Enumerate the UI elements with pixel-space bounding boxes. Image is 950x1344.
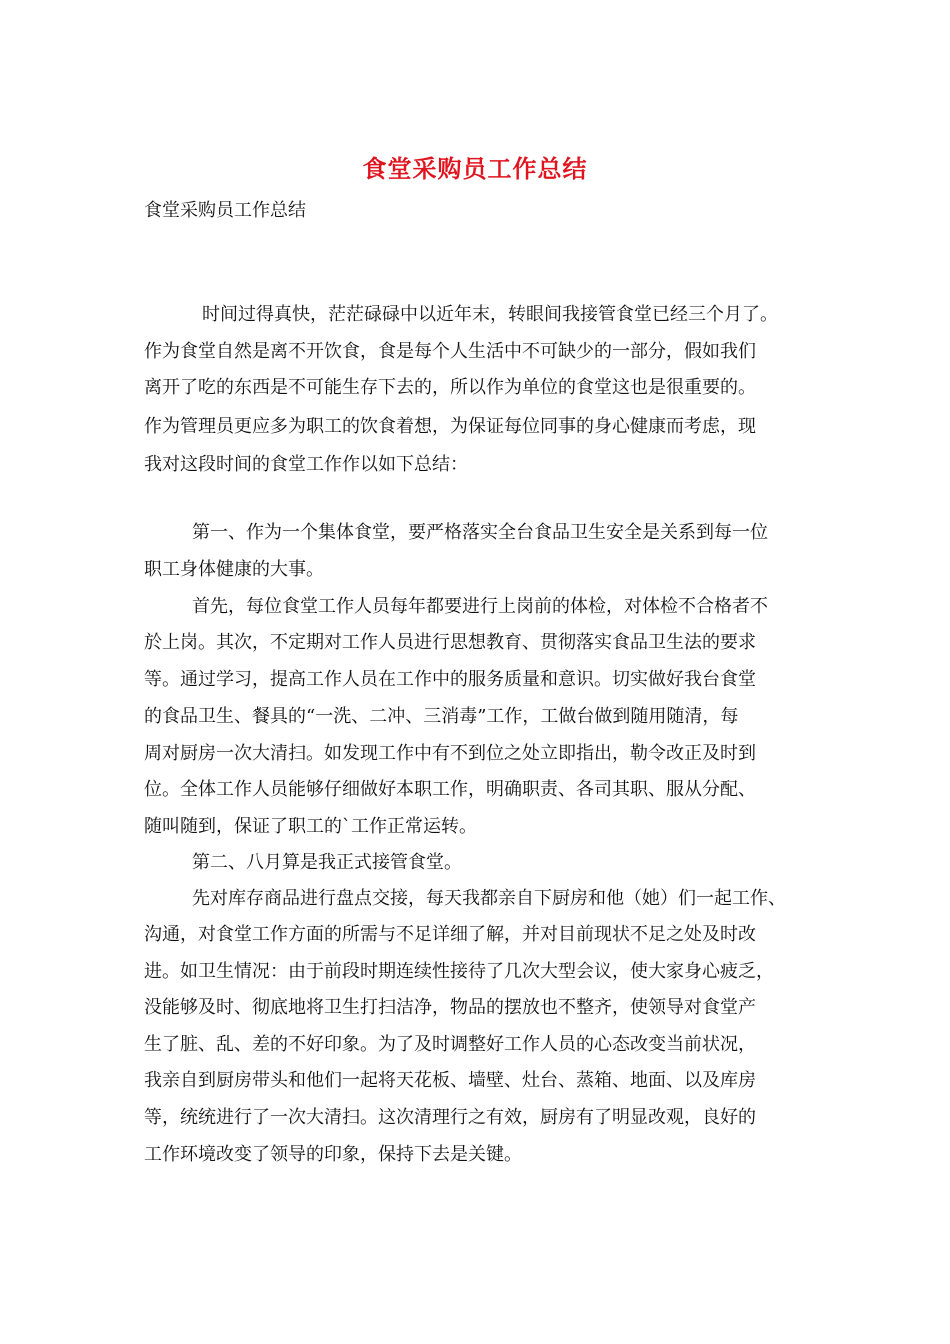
body-line: 第二、八月算是我正式接管食堂。 xyxy=(192,852,462,873)
body-line: 我对这段时间的食堂工作作以如下总结： xyxy=(144,454,468,475)
body-line: 职工身体健康的大事。 xyxy=(144,559,324,580)
body-line: 先对库存商品进行盘点交接，每天我都亲自下厨房和他（她）们一起工作、 xyxy=(192,888,786,909)
body-line: 首先，每位食堂工作人员每年都要进行上岗前的体检，对体检不合格者不 xyxy=(192,596,768,617)
body-line: 第一、作为一个集体食堂，要严格落实全台食品卫生安全是关系到每一位 xyxy=(192,522,768,543)
body-line: 随叫随到，保证了职工的`工作正常运转。 xyxy=(144,816,477,837)
document-subtitle: 食堂采购员工作总结 xyxy=(144,200,306,221)
body-line: 沟通，对食堂工作方面的所需与不足详细了解，并对目前现状不足之处及时改 xyxy=(144,924,756,945)
body-line: 离开了吃的东西是不可能生存下去的，所以作为单位的食堂这也是很重要的。 xyxy=(144,377,756,398)
body-line: 生了脏、乱、差的不好印象。为了及时调整好工作人员的心态改变当前状况， xyxy=(144,1034,756,1055)
body-line: 作为管理员更应多为职工的饮食着想，为保证每位同事的身心健康而考虑，现 xyxy=(144,416,756,437)
body-line: 工作环境改变了领导的印象，保持下去是关键。 xyxy=(144,1144,522,1165)
body-line: 周对厨房一次大清扫。如发现工作中有不到位之处立即指出，勒令改正及时到 xyxy=(144,743,756,764)
body-line: 等。通过学习，提高工作人员在工作中的服务质量和意识。切实做好我台食堂 xyxy=(144,669,756,690)
body-line: 我亲自到厨房带头和他们一起将天花板、墙壁、灶台、蒸箱、地面、以及库房 xyxy=(144,1070,756,1091)
body-line: 作为食堂自然是离不开饮食，食是每个人生活中不可缺少的一部分，假如我们 xyxy=(144,341,756,362)
body-line: 的食品卫生、餐具的“一洗、二冲、三消毒”工作，工做台做到随用随清，每 xyxy=(144,706,739,727)
document-title: 食堂采购员工作总结 xyxy=(362,155,588,183)
body-line: 进。如卫生情况：由于前段时期连续性接待了几次大型会议，使大家身心疲乏， xyxy=(144,961,774,982)
body-line: 等，统统进行了一次大清扫。这次清理行之有效，厨房有了明显改观，良好的 xyxy=(144,1107,756,1128)
body-line: 位。全体工作人员能够仔细做好本职工作，明确职责、各司其职、服从分配、 xyxy=(144,779,756,800)
body-line: 於上岗。其次，不定期对工作人员进行思想教育、贯彻落实食品卫生法的要求 xyxy=(144,632,756,653)
body-line: 没能够及时、彻底地将卫生打扫洁净，物品的摆放也不整齐，使领导对食堂产 xyxy=(144,997,756,1018)
body-line: 时间过得真快，茫茫碌碌中以近年末，转眼间我接管食堂已经三个月了。 xyxy=(202,304,778,325)
